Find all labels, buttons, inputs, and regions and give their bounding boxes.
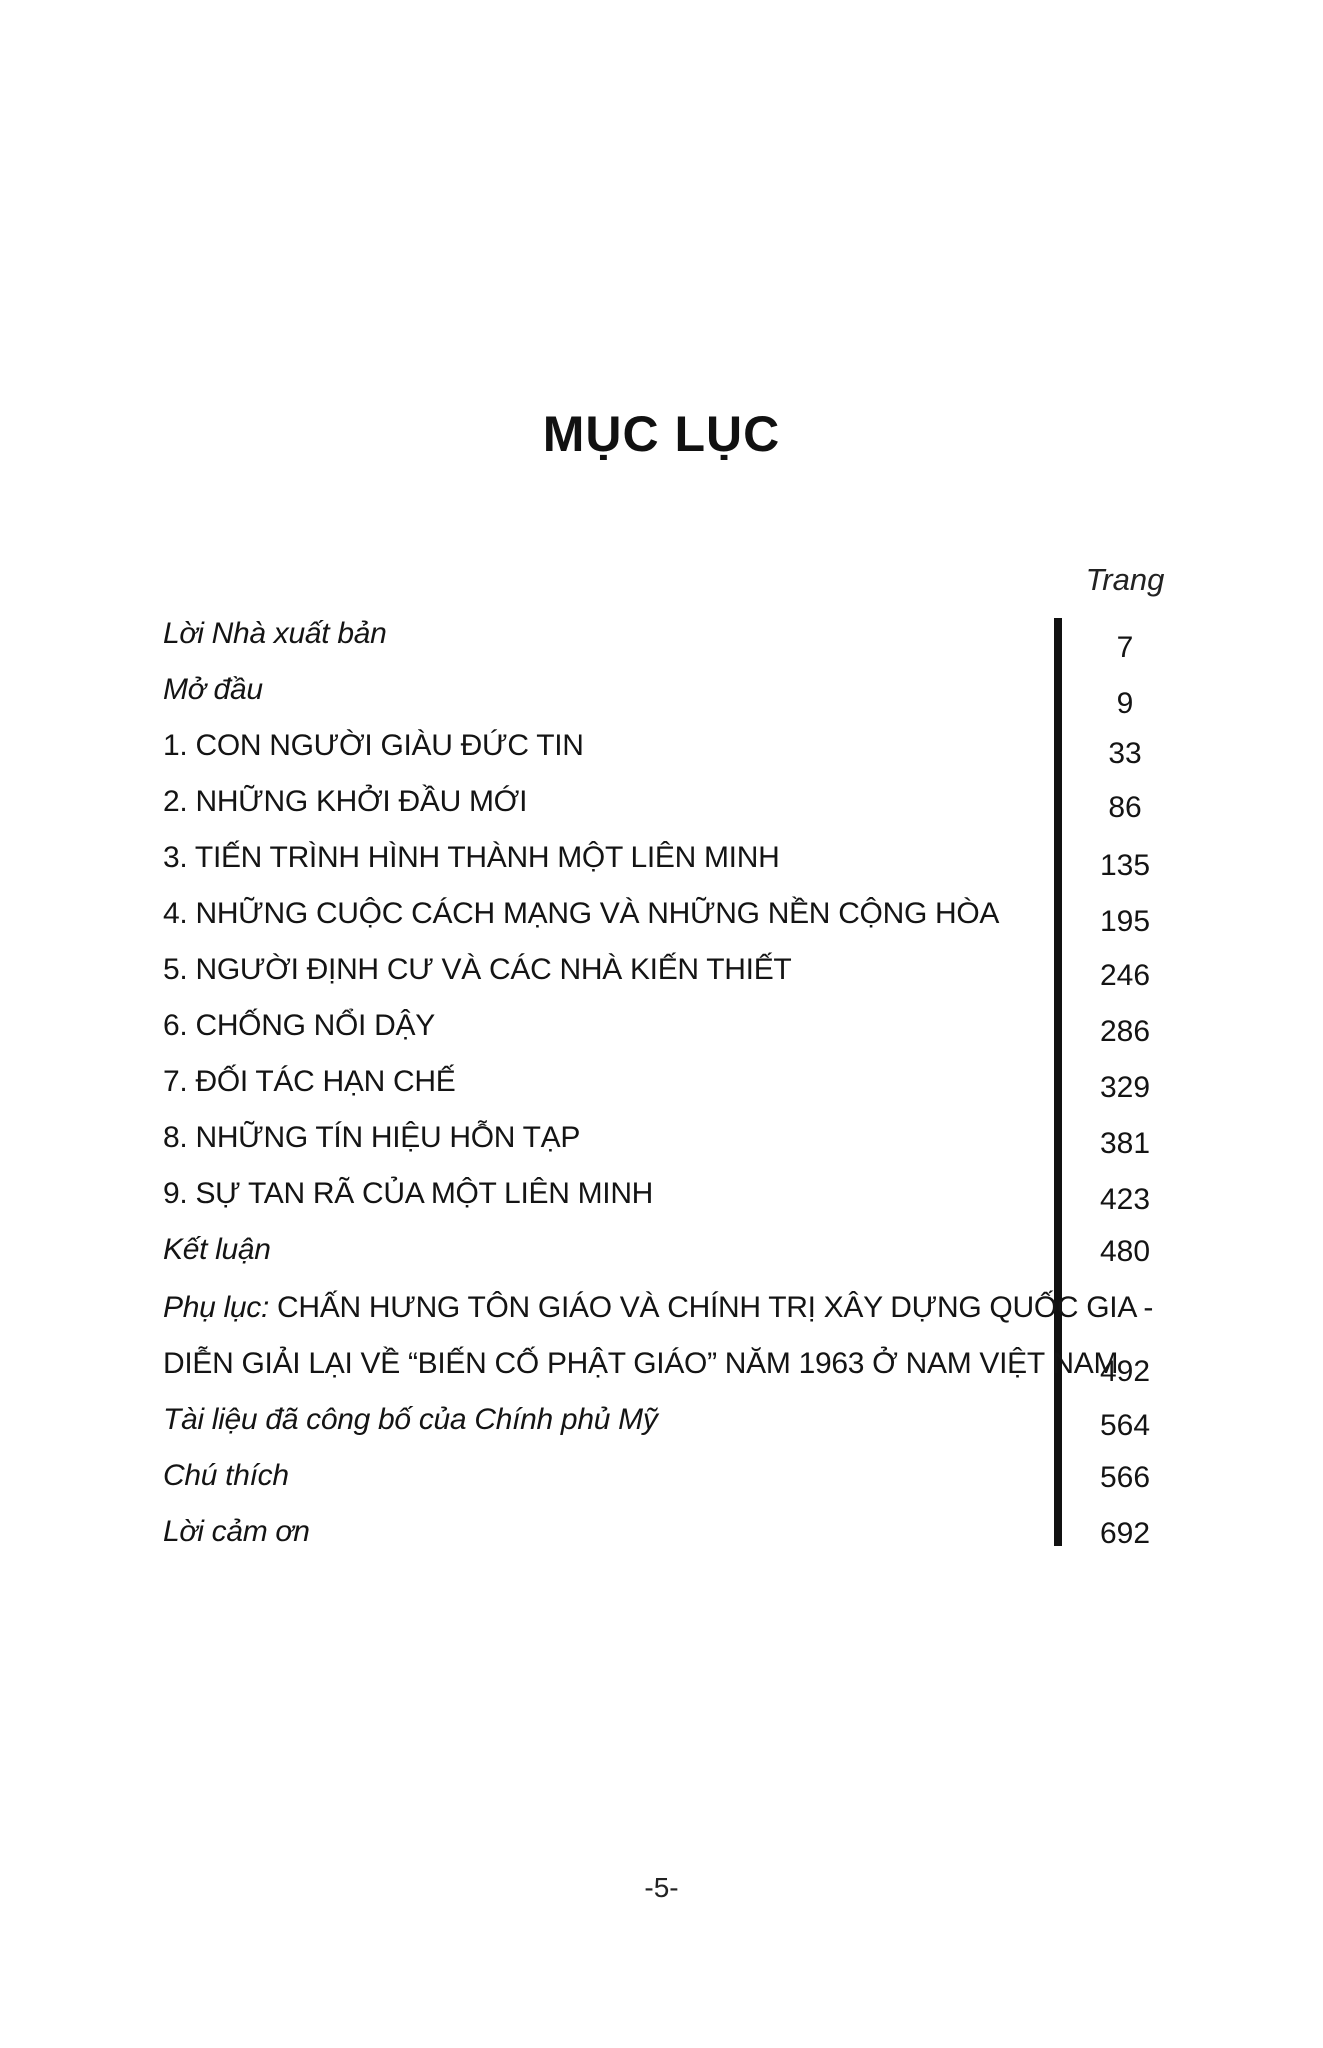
toc-entry-title: 6. CHỐNG NỔI DẬY <box>163 1009 435 1042</box>
page-column-header: Trang <box>1085 562 1165 597</box>
toc-entry-title: DIỄN GIẢI LẠI VỀ “BIẾN CỐ PHẬT GIÁO” NĂM 1963 Ở NAM VIỆT NAM <box>163 1347 1119 1380</box>
page-title: MỤC LỤC <box>542 406 781 462</box>
toc-entry-introduction[interactable] <box>0 662 1323 718</box>
toc-entry-page: 246 <box>1099 959 1151 992</box>
toc-entry-title: 4. NHỮNG CUỘC CÁCH MẠNG VÀ NHỮNG NỀN CỘNG HÒA <box>163 897 1000 930</box>
toc-entry-appendix[interactable] <box>0 1280 1323 1336</box>
page-number: -5- <box>644 1872 679 1903</box>
toc-entry-title: 5. NGƯỜI ĐỊNH CƯ VÀ CÁC NHÀ KIẾN THIẾT <box>163 953 792 986</box>
toc-entry-page: 692 <box>1099 1517 1151 1550</box>
toc-entry-chapter-9[interactable] <box>0 1166 1323 1222</box>
toc-entry-page: 480 <box>1099 1235 1151 1268</box>
toc-entry-chapter-5[interactable] <box>0 942 1323 998</box>
toc-entry-title: 3. TIẾN TRÌNH HÌNH THÀNH MỘT LIÊN MINH <box>163 841 780 874</box>
toc-entry-page: 33 <box>1108 737 1142 770</box>
toc-entry-us-documents[interactable] <box>0 1392 1323 1448</box>
toc-entry-page: 195 <box>1099 905 1151 938</box>
toc-entry-page: 9 <box>1116 687 1134 720</box>
toc-entry-notes[interactable] <box>0 1448 1323 1504</box>
toc-entry-chapter-4[interactable] <box>0 886 1323 942</box>
toc-entry-page: 286 <box>1099 1015 1151 1048</box>
toc-entry-page: 564 <box>1099 1409 1151 1442</box>
toc-entry-title <box>163 1280 1153 1336</box>
toc-entry-chapter-3[interactable] <box>0 830 1323 886</box>
toc-entry-title: Chú thích <box>163 1459 289 1492</box>
toc-entry-page: 135 <box>1099 849 1151 882</box>
toc-entry-title: Tài liệu đã công bố của Chính phủ Mỹ <box>163 1403 658 1436</box>
toc-entry-title: Kết luận <box>163 1233 271 1266</box>
toc-entry-page: 86 <box>1108 791 1142 824</box>
toc-entry-page: 423 <box>1099 1183 1151 1216</box>
toc-entry-title: 9. SỰ TAN RÃ CỦA MỘT LIÊN MINH <box>163 1177 654 1210</box>
toc-entry-page: 492 <box>1099 1355 1151 1388</box>
toc-entry-chapter-2[interactable] <box>0 774 1323 830</box>
toc-entry-page: 566 <box>1099 1461 1151 1494</box>
toc-entry-title: 1. CON NGƯỜI GIÀU ĐỨC TIN <box>163 729 584 762</box>
toc-entry-acknowledgements[interactable] <box>0 1504 1323 1560</box>
toc-entry-page: 329 <box>1099 1071 1151 1104</box>
toc-entry-publisher-note[interactable] <box>0 606 1323 662</box>
toc-entry-chapter-7[interactable] <box>0 1054 1323 1110</box>
toc-entry-lead: Phụ lục: <box>163 1291 269 1324</box>
toc-entry-appendix-continued[interactable] <box>0 1336 1323 1392</box>
toc-entry-page: 7 <box>1116 631 1134 664</box>
toc-entry-chapter-8[interactable] <box>0 1110 1323 1166</box>
toc-entry-title-line-1: CHẤN HƯNG TÔN GIÁO VÀ CHÍNH TRỊ XÂY DỰNG QUỐC GIA - <box>277 1291 1154 1324</box>
toc-entry-title: Lời Nhà xuất bản <box>163 617 387 650</box>
toc-entry-title: Mở đầu <box>163 673 263 706</box>
toc-entry-conclusion[interactable] <box>0 1222 1323 1278</box>
toc-entry-title: 7. ĐỐI TÁC HẠN CHẾ <box>163 1065 456 1098</box>
toc-entry-title: 2. NHỮNG KHỞI ĐẦU MỚI <box>163 785 528 818</box>
toc-entry-title: 8. NHỮNG TÍN HIỆU HỖN TẠP <box>163 1121 581 1154</box>
toc-entry-page: 381 <box>1099 1127 1151 1160</box>
toc-entry-title: Lời cảm ơn <box>163 1515 310 1548</box>
toc-entry-chapter-1[interactable] <box>0 718 1323 774</box>
toc-entry-chapter-6[interactable] <box>0 998 1323 1054</box>
